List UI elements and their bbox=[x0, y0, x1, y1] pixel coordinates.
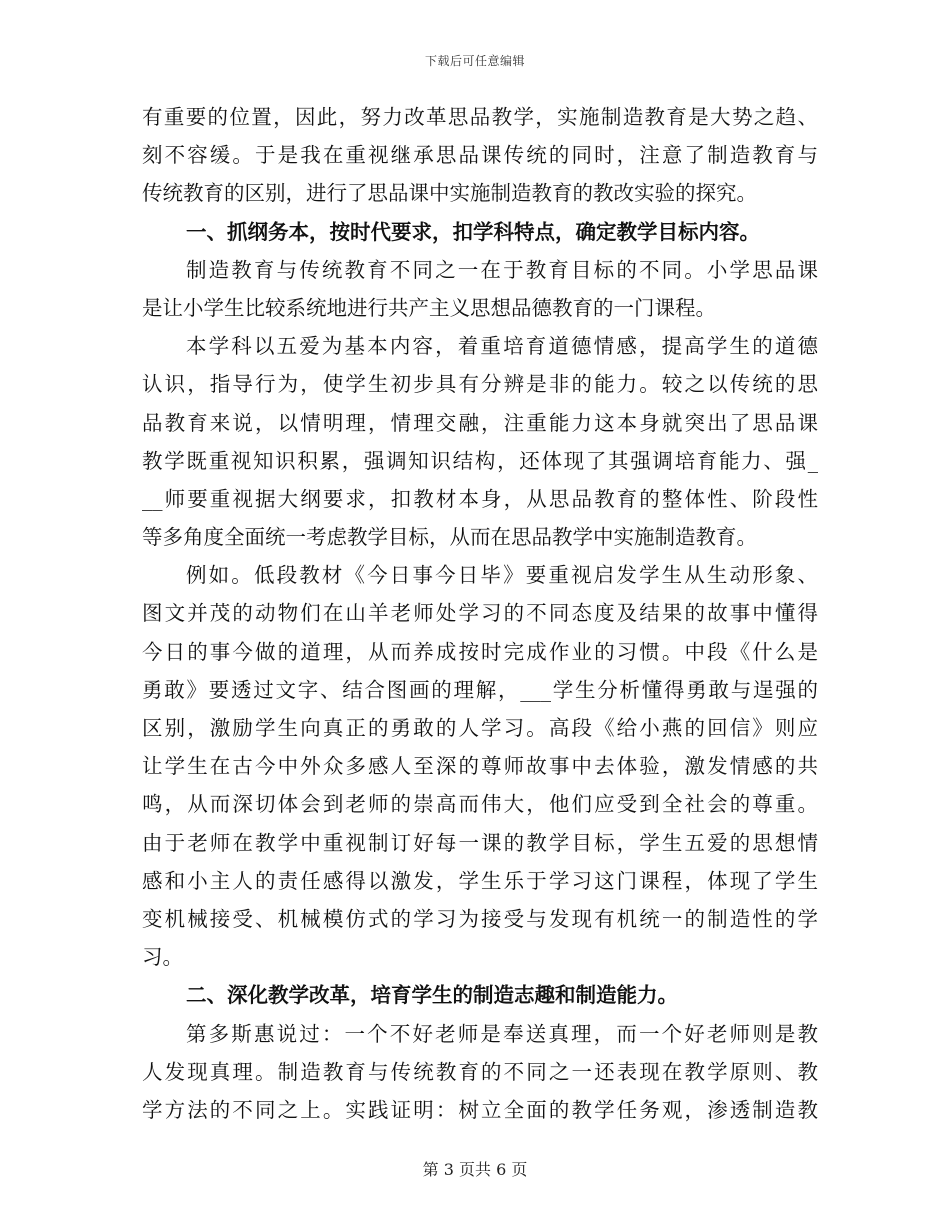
text-line: 人发现真理。制造教育与传统教育的不同之一还表现在教学原则、教 bbox=[142, 1059, 818, 1084]
section-heading-1: 一、抓纲务本，按时代要求，扣学科特点，确定教学目标内容。 bbox=[186, 219, 760, 244]
text-line: 图文并茂的动物们在山羊老师处学习的不同态度及结果的故事中懂得 bbox=[142, 601, 818, 626]
text-line: 感和小主人的责任感得以激发，学生乐于学习这门课程，体现了学生 bbox=[142, 868, 818, 893]
text-line: 例如。低段教材《今日事今日毕》要重视启发学生从生动形象、 bbox=[186, 563, 818, 588]
text-line: 习。 bbox=[142, 945, 183, 970]
text-line: 区别，激励学生向真正的勇敢的人学习。高段《给小燕的回信》则应 bbox=[142, 716, 818, 740]
text-line: 认识，指导行为，使学生初步具有分辨是非的能力。较之以传统的思 bbox=[142, 372, 818, 397]
text-line: 刻不容缓。于是我在重视继承思品课传统的同时，注意了制造教育与 bbox=[142, 143, 818, 168]
text-line: 让学生在古今中外众多感人至深的尊师故事中去体验，激发情感的共 bbox=[142, 754, 818, 779]
text-line: 有重要的位置，因此，努力改革思品教学，实施制造教育是大势之趋、 bbox=[142, 105, 818, 129]
text-line: 品教育来说，以情明理，情理交融，注重能力这本身就突出了思品课 bbox=[142, 410, 818, 435]
text-line: 教学既重视知识积累，强调知识结构，还体现了其强调培育能力、强_ bbox=[142, 448, 818, 473]
text-line: 制造教育与传统教育不同之一在于教育目标的不同。小学思品课 bbox=[186, 257, 818, 282]
text-line: __师要重视据大纲要求，扣教材本身，从思品教育的整体性、阶段性 bbox=[142, 486, 818, 511]
page-header: 下载后可任意编辑 bbox=[424, 54, 525, 68]
text-line: 鸣，从而深切体会到老师的崇高而伟大，他们应受到全社会的尊重。 bbox=[142, 792, 818, 817]
text-line: 本学科以五爱为基本内容，着重培育道德情感，提高学生的道德 bbox=[186, 334, 818, 359]
document-body bbox=[142, 98, 818, 1129]
text-line: 学方法的不同之上。实践证明：树立全面的教学任务观，渗透制造教 bbox=[142, 1097, 818, 1122]
text-line: 勇敢》要透过文字、结合图画的理解，___学生分析懂得勇敢与逞强的 bbox=[142, 677, 818, 702]
text-line: 传统教育的区别，进行了思品课中实施制造教育的教改实验的探究。 bbox=[142, 181, 757, 206]
text-line: 第多斯惠说过：一个不好老师是奉送真理，而一个好老师则是教 bbox=[186, 1021, 818, 1046]
section-heading-2: 二、深化教学改革，培育学生的制造志趣和制造能力。 bbox=[186, 983, 678, 1008]
page-footer: 第 3 页共 6 页 bbox=[422, 1160, 528, 1179]
text-line: 由于老师在教学中重视制订好每一课的教学目标，学生五爱的思想情 bbox=[142, 830, 818, 855]
text-line: 等多角度全面统一考虑教学目标，从而在思品教学中实施制造教育。 bbox=[142, 525, 757, 550]
text-line: 变机械接受、机械模仿式的学习为接受与发现有机统一的制造性的学 bbox=[142, 906, 818, 931]
text-line: 是让小学生比较系统地进行共产主义思想品德教育的一门课程。 bbox=[142, 295, 716, 320]
text-line: 今日的事今做的道理，从而养成按时完成作业的习惯。中段《什么是 bbox=[142, 639, 818, 664]
